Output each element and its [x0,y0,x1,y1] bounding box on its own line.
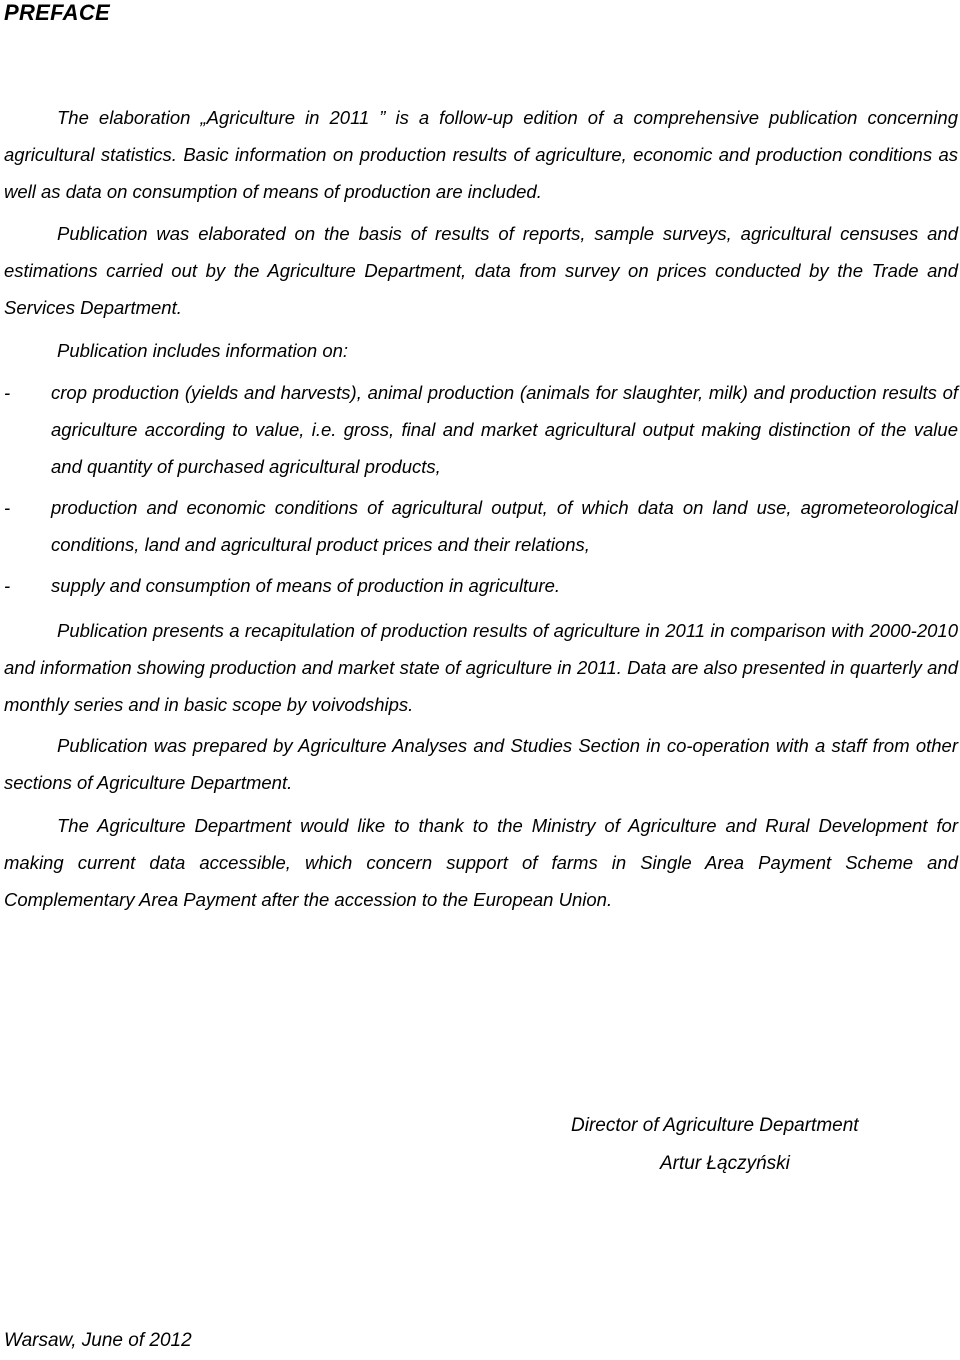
list-marker: - [4,497,11,518]
recapitulation-paragraph: Publication presents a recapitulation of production results of agriculture in 2011 in comparison with 2000-2010 and information showing production and market state of agriculture in 2011. Data are also presented in quarterly and monthly series and in basic scope by voivodships. [4,620,958,715]
includes-paragraph: Publication includes information on: [57,340,349,361]
list-item-text: production and economic conditions of agricultural output, of which data on land use, agrometeorological conditions, land and agricultural product prices and their relations, [51,497,958,555]
sources-paragraph: Publication was elaborated on the basis of results of reports, sample surveys, agricultural censuses and estimations carried out by the Agriculture Department, data from survey on prices conducted by the Trade and Services Department. [4,223,958,318]
list-item [4,567,958,604]
list-item-text: crop production (yields and harvests), animal production (animals for slaughter, milk) and production results of agriculture according to value, i.e. gross, final and market agricultural output making distinction of the value and quantity of purchased agricultural products, [51,382,958,477]
intro-paragraph: The elaboration „Agriculture in 2011 ” is a follow-up edition of a comprehensive publication concerning agricultural statistics. Basic information on production results of agriculture, economic and production conditions as well as data on consumption of means of production are included. [4,107,958,202]
signature-role: Director of Agriculture Department [571,1115,859,1136]
list-item-text: supply and consumption of means of production in agriculture. [51,575,561,596]
list-marker: - [4,382,11,403]
page-title: PREFACE [4,0,111,25]
prepared-by-paragraph: Publication was prepared by Agriculture Analyses and Studies Section in co-operation with a staff from other sections of Agriculture Department. [4,735,958,793]
signature-name: Artur Łączyński [660,1153,790,1174]
list-marker: - [4,575,11,596]
signature-block [571,1107,859,1183]
acknowledgement-paragraph: The Agriculture Department would like to thank to the Ministry of Agriculture and Rural Development for making current data accessible, which concern support of farms in Single Area Payment Scheme and Complementary Area Payment after the accession to the European Union. [4,815,958,910]
information-list [4,374,958,608]
place-and-date: Warsaw, June of 2012 [4,1330,192,1351]
list-item [4,489,958,563]
list-item [4,374,958,485]
